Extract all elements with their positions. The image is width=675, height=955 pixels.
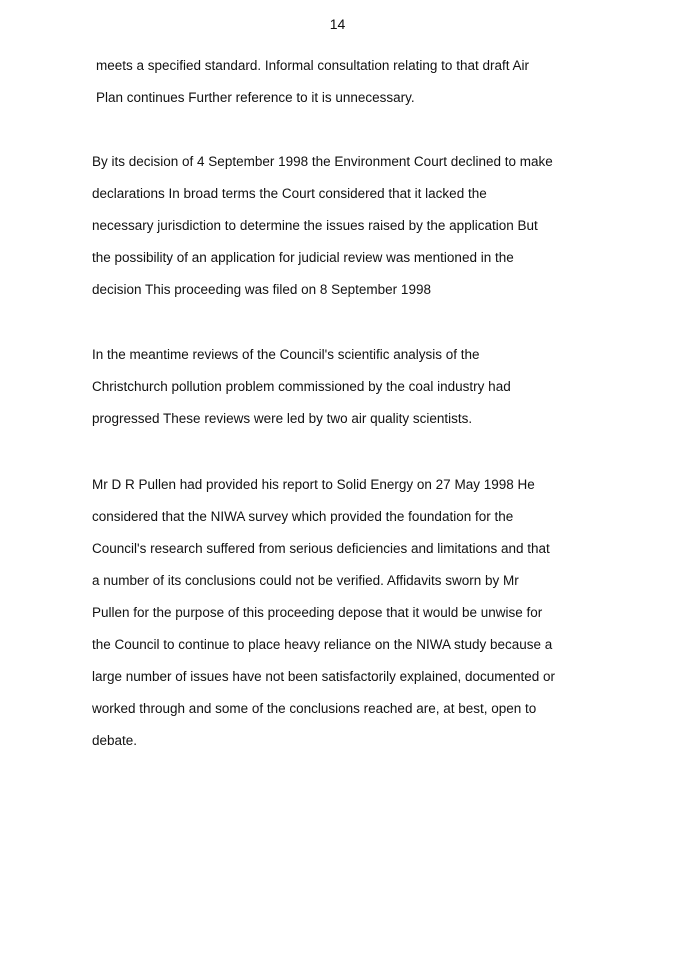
text-line: In the meantime reviews of the Council's scientific analysis of the (92, 347, 480, 362)
paragraph (92, 475, 592, 763)
text-line: Pullen for the purpose of this proceeding depose that it would be unwise for (92, 605, 543, 620)
text-line: worked through and some of the conclusions reached are, at best, open to (92, 701, 537, 716)
text-line: By its decision of 4 September 1998 the Environment Court declined to make (92, 154, 553, 169)
text-line: Council's research suffered from serious deficiencies and limitations and that (92, 541, 550, 556)
text-line: meets a specified standard. Informal consultation relating to that draft Air (96, 58, 529, 73)
paragraph (92, 152, 592, 312)
text-line: decision This proceeding was filed on 8 September 1998 (92, 282, 431, 297)
text-line: a number of its conclusions could not be verified. Affidavits sworn by Mr (92, 573, 519, 588)
page-number: 14 (329, 16, 346, 32)
text-line: progressed These reviews were led by two air quality scientists. (92, 411, 473, 426)
text-line: the possibility of an application for judicial review was mentioned in the (92, 250, 514, 265)
paragraph (96, 56, 596, 120)
text-line: declarations In broad terms the Court considered that it lacked the (92, 186, 487, 201)
paragraph (92, 345, 592, 441)
text-line: debate. (92, 733, 138, 748)
text-line: Christchurch pollution problem commissioned by the coal industry had (92, 379, 511, 394)
text-line: large number of issues have not been satisfactorily explained, documented or (92, 669, 556, 684)
text-line: considered that the NIWA survey which provided the foundation for the (92, 509, 514, 524)
text-line: necessary jurisdiction to determine the issues raised by the application But (92, 218, 538, 233)
text-line: Plan continues Further reference to it is unnecessary. (96, 90, 415, 105)
text-line: Mr D R Pullen had provided his report to Solid Energy on 27 May 1998 He (92, 477, 535, 492)
text-line: the Council to continue to place heavy reliance on the NIWA study because a (92, 637, 553, 652)
